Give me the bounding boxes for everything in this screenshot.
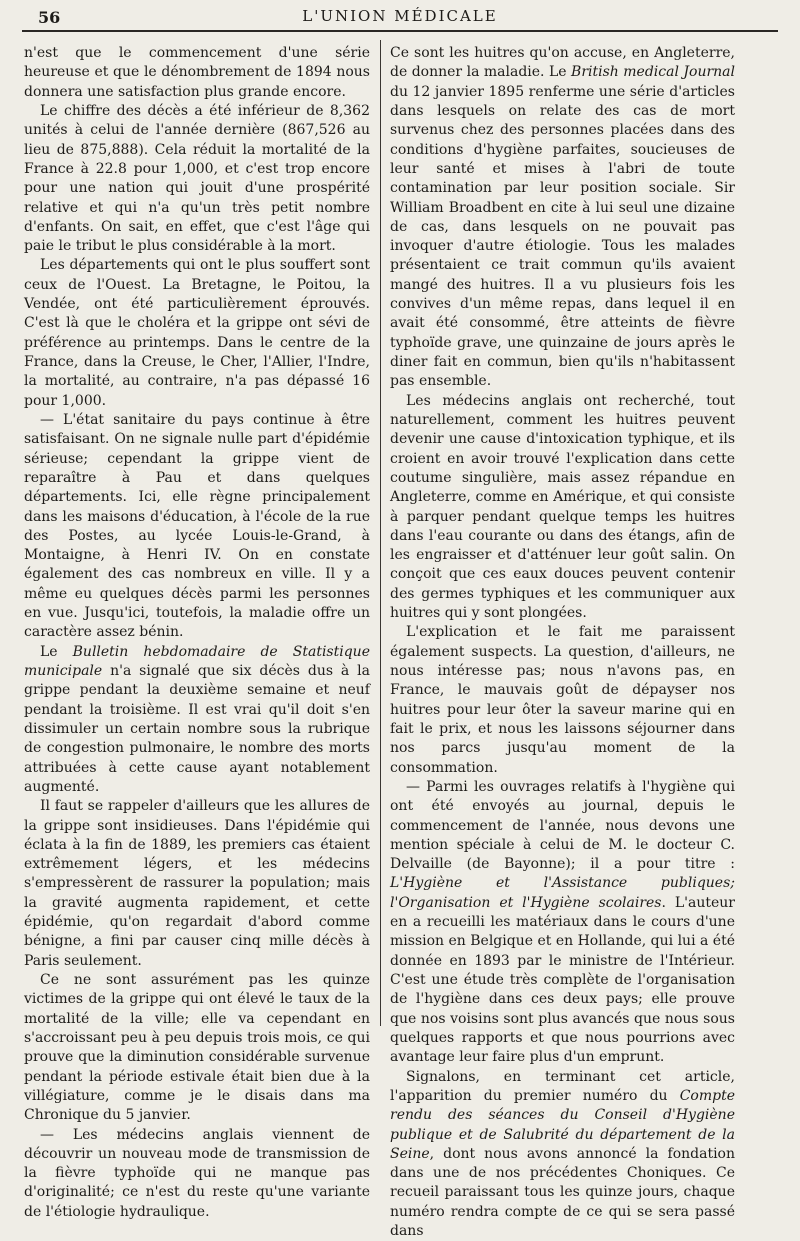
text-run: — Parmi les ouvrages relatifs à l'hygiène qui ont été envoyés au journal, depuis le commencement de l'année, nous devons une mention spéciale à celui de M. le docteur C. Delvaille (de Bayonne); il a pour titre : <box>390 778 735 873</box>
italic-title: British medical Journal <box>571 64 735 81</box>
text-run: n'est que le commencement d'une série heureuse et que le dénombrement de 1894 nous donnera une satisfaction plus grande encore. <box>24 45 370 100</box>
text-run: n'a signalé que six décès dus à la grippe pendant la deuxième semaine et neuf pendant la troisième. Il est vrai qu'il doit s'en dissimuler un certain nombre sous la rubrique de congestion pulmonaire, le nombre des morts attribuées à cette cause ayant notablement augmenté. <box>24 663 370 795</box>
text-run: — Les médecins anglais viennent de découvrir un nouveau mode de transmission de la fièvre typhoïde qui ne manque pas d'originalité; ce n'est du reste qu'une variante de l'étiologie hydraulique. <box>24 1126 370 1220</box>
paragraph <box>24 797 370 971</box>
paragraph <box>390 778 735 1068</box>
paragraph <box>390 44 735 392</box>
page-header <box>22 2 778 32</box>
left-column <box>24 44 370 1222</box>
paragraph <box>390 623 735 778</box>
italic-title: L'Hygiène et l'Assistance publiques; l'Organisation et l'Hygiène scolaires <box>390 875 735 911</box>
text-run: du 12 janvier 1895 renferme une série d'articles dans lesquels on relate des cas de mort survenus chez des personnes placées dans des conditions d'hygiène parfaites, soucieuses de leur santé et mises à l'abri de toute contamination par leur position sociale. Sir William Broadbent en cite à lui seul une dizaine de cas, dans lesquels on ne pouvait pas invoquer d'autre étiologie. Tous les malades présentaient ce trait commun qu'ils avaient mangé des huitres. Il a vu plusieurs fois les convives d'un même repas, dans lequel il en avait été consommé, être atteints de fièvre typhoïde grave, une quinzaine de jours après le diner fait en commun, bien qu'ils n'habitassent pas ensemble. <box>390 83 735 390</box>
paragraph <box>24 44 370 102</box>
text-run: Le chiffre des décès a été inférieur de 8,362 unités à celui de l'année dernière (867,526 au lieu de 875,888). Cela réduit la mortalité de la France à 22.8 pour 1,000, et c'est trop encore pour une nation qui jouit d'une prospérité relative et qui n'a qu'un très petit nombre d'enfants. On sait, en effet, que c'est l'âge qui paie le tribut le plus considérable à la mort. <box>24 102 370 255</box>
page-number: 56 <box>38 8 61 27</box>
text-run: , dont nous avons annoncé la fondation dans une de nos précédentes Choniques. Ce recueil paraissant tous les quinze jours, chaque numéro rendra compte de ce qui se sera passé dans <box>390 1145 735 1240</box>
text-run: Ce ne sont assurément pas les quinze victimes de la grippe qui ont élevé le taux de la mortalité de la ville; elle va cependant en s'accroissant peu à peu depuis trois mois, ce qui prouve que la diminution considérable survenue pendant la période estivale était bien due à la villégiature, comme je le disais dans ma Chronique du 5 janvier. <box>24 972 370 1124</box>
text-run: Le <box>40 643 73 660</box>
italic-title: Compte rendu des séances du Conseil d'Hygiène publique et de Salubrité du département de la Seine <box>390 1087 735 1162</box>
text-run: L'explication et le fait me paraissent également suspects. La question, d'ailleurs, ne nous intéresse pas; nous n'avons pas, en France, le mauvais goût de dépayser nos huitres pour leur ôter la saveur marine qui en fait le prix, et nous les laissons séjourner dans nos parcs jusqu'au moment de la consommation. <box>390 624 735 776</box>
italic-title: Bulletin hebdomadaire de Statistique municipale <box>24 643 370 679</box>
paragraph <box>24 102 370 257</box>
running-head: L'UNION MÉDICALE <box>302 7 498 25</box>
text-run: Les départements qui ont le plus souffert sont ceux de l'Ouest. La Bretagne, le Poitou, la Vendée, ont été particulièrement éprouvés. C'est là que le choléra et la grippe ont sévi de préférence au printemps. Dans le centre de la France, dans la Creuse, le Cher, l'Allier, l'Indre, la mortalité, au contraire, n'a pas dépassé 16 pour 1,000. <box>24 257 370 409</box>
text-run: — L'état sanitaire du pays continue à être satisfaisant. On ne signale nulle part d'épidémie sérieuse; cependant la grippe vient de reparaître à Pau et dans quelques départements. Ici, elle règne principalement dans les maisons d'éducation, à l'école de la rue des Postes, au lycée Louis-le-Grand, à Montaigne, à Henri IV. On en constate également des cas nombreux en ville. Il y a même eu quelques décès parmi les personnes en vue. Jusqu'ici, toutefois, la maladie offre un caractère assez bénin. <box>24 411 370 641</box>
paragraph <box>24 256 370 411</box>
text-run: Ce sont les huitres qu'on accuse, en Angleterre, de donner la maladie. Le <box>390 45 735 81</box>
text-run: Signalons, en terminant cet article, l'apparition du premier numéro du <box>390 1068 735 1104</box>
paragraph <box>24 971 370 1126</box>
paragraph <box>24 643 370 798</box>
paragraph <box>24 411 370 643</box>
text-run: Les médecins anglais ont recherché, tout naturellement, comment les huitres peuvent devenir une cause d'intoxication typhique, et ils croient en avoir trouvé l'explication dans cette coutume singulière, mais assez répandue en Angleterre, comme en Amérique, et qui consiste à parquer pendant quelque temps les huitres dans l'eau courante ou dans des étangs, afin de les engraisser et d'atténuer leur goût salin. On conçoit que ces eaux douces peuvent contenir des germes typhiques et les communiquer aux huitres qui y sont plongées. <box>390 392 735 622</box>
paragraph <box>390 392 735 624</box>
column-divider <box>380 40 381 1026</box>
text-run: . L'auteur en a recueilli les matériaux dans le cours d'une mission en Belgique et en Hollande, qui lui a été donnée en 1893 par le ministre de l'Intérieur. C'est une étude très complète de l'organisation de l'hygiène dans ces deux pays; elle prouve que nos voisins sont plus avancés que nous sous quelques rapports et que nous pourrions avec avantage leur faire plus d'un emprunt. <box>390 894 735 1066</box>
paragraph <box>390 1068 735 1241</box>
paragraph <box>24 1126 370 1223</box>
text-run: Il faut se rappeler d'ailleurs que les allures de la grippe sont insidieuses. Dans l'épidémie qui éclata à la fin de 1889, les premiers cas étaient extrêmement légers, et les médecins s'empressèrent de rassurer la population; mais la gravité augmenta rapidement, et cette épidémie, qu'on regardait d'abord comme bénigne, a fini par causer cinq mille décès à Paris seulement. <box>24 798 370 969</box>
right-column <box>390 44 735 1241</box>
